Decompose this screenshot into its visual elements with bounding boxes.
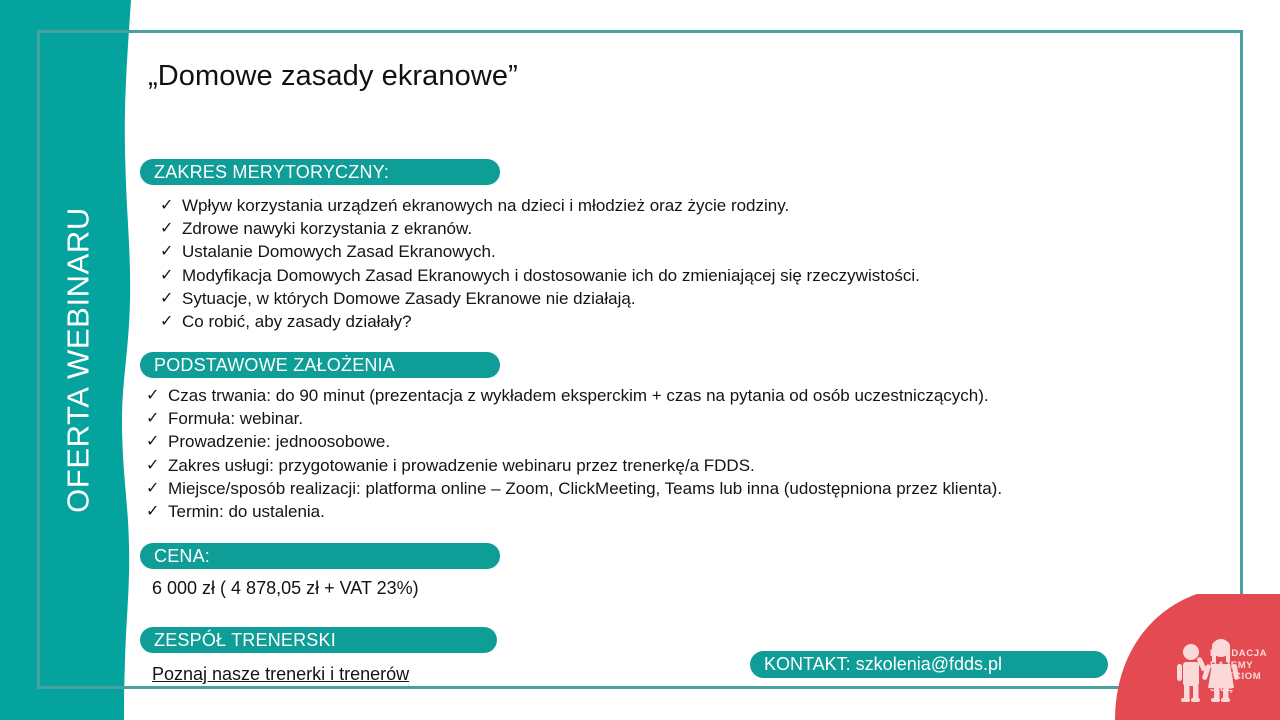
- check-icon: ✓: [160, 313, 174, 331]
- check-icon: ✓: [146, 503, 160, 521]
- list-zakres-merytoryczny: [154, 194, 920, 333]
- check-icon: ✓: [160, 266, 174, 284]
- logo-line-3: DZIECIOM: [1210, 671, 1262, 682]
- logo-line-4: SIŁĘ: [1210, 682, 1234, 694]
- list-item: [154, 264, 920, 287]
- list-item-label: Miejsce/sposób realizacji: platforma online – Zoom, ClickMeeting, Teams lub inna (udostępniona przez klienta).: [168, 478, 1003, 498]
- list-item: [140, 454, 1002, 477]
- section-heading-cena: CENA:: [140, 543, 500, 569]
- check-icon: ✓: [160, 197, 174, 214]
- list-item-label: Czas trwania: do 90 minut (prezentacja z wykładem eksperckim + czas na pytania od osób uczestniczących).: [168, 386, 989, 405]
- list-item: [140, 407, 1002, 430]
- check-icon: ✓: [146, 387, 160, 404]
- list-item: [154, 194, 920, 217]
- list-item-label: Co robić, aby zasady działały?: [182, 312, 412, 332]
- check-icon: ✓: [146, 479, 160, 497]
- logo-line-2: DAJEMY: [1210, 659, 1254, 671]
- list-item: [140, 430, 1002, 453]
- list-item-label: Formuła: webinar.: [168, 409, 304, 429]
- check-icon: ✓: [146, 410, 160, 428]
- list-item-label: Zakres usługi: przygotowanie i prowadzenie webinaru przez trenerkę/a FDDS.: [168, 455, 755, 475]
- list-item: [154, 240, 920, 263]
- list-item-label: Ustalanie Domowych Zasad Ekranowych.: [182, 242, 496, 262]
- list-item-label: Modyfikacja Domowych Zasad Ekranowych i dostosowanie ich do zmieniającej się rzeczywistości.: [182, 265, 920, 285]
- sidebar-vertical-label: OFERTA WEBINARU: [60, 207, 96, 513]
- section-heading-zespol-trenerski: ZESPÓŁ TRENERSKI: [140, 627, 497, 653]
- trainers-link[interactable]: Poznaj nasze trenerki i trenerów: [152, 664, 410, 684]
- section-heading-zakres-merytoryczny: ZAKRES MERYTORYCZNY:: [140, 159, 500, 185]
- check-icon: ✓: [146, 433, 160, 451]
- list-item: [154, 287, 920, 310]
- section-heading-podstawowe-zalozenia: PODSTAWOWE ZAŁOŻENIA: [140, 352, 500, 378]
- check-icon: ✓: [160, 289, 174, 307]
- check-icon: ✓: [160, 243, 174, 261]
- list-item: [154, 217, 920, 240]
- check-icon: ✓: [160, 220, 174, 238]
- price-value: 6 000 zł ( 4 878,05 zł + VAT 23%): [152, 578, 419, 598]
- list-item-label: Sytuacje, w których Domowe Zasady Ekranowe nie działają.: [182, 288, 636, 308]
- list-item-label: Zdrowe nawyki korzystania z ekranów.: [182, 219, 473, 239]
- list-item: [140, 384, 1002, 407]
- logo-line-1: FUNDACJA: [1210, 648, 1268, 659]
- list-item-label: Termin: do ustalenia.: [168, 502, 325, 522]
- list-item: [140, 477, 1002, 500]
- contact-banner[interactable]: KONTAKT: szkolenia@fdds.pl: [750, 651, 1108, 678]
- list-item-label: Wpływ korzystania urządzeń ekranowych na dzieci i młodzież oraz życie rodziny.: [182, 196, 790, 215]
- list-item-label: Prowadzenie: jednoosobowe.: [168, 432, 391, 452]
- main-content: [140, 30, 1243, 689]
- logo-wordmark: [1210, 648, 1272, 694]
- list-item: [154, 310, 920, 333]
- page-title: „Domowe zasady ekranowe”: [148, 60, 518, 92]
- fdds-logo: [1095, 594, 1280, 720]
- check-icon: ✓: [146, 456, 160, 474]
- list-item: [140, 500, 1002, 523]
- list-podstawowe-zalozenia: [140, 384, 1002, 523]
